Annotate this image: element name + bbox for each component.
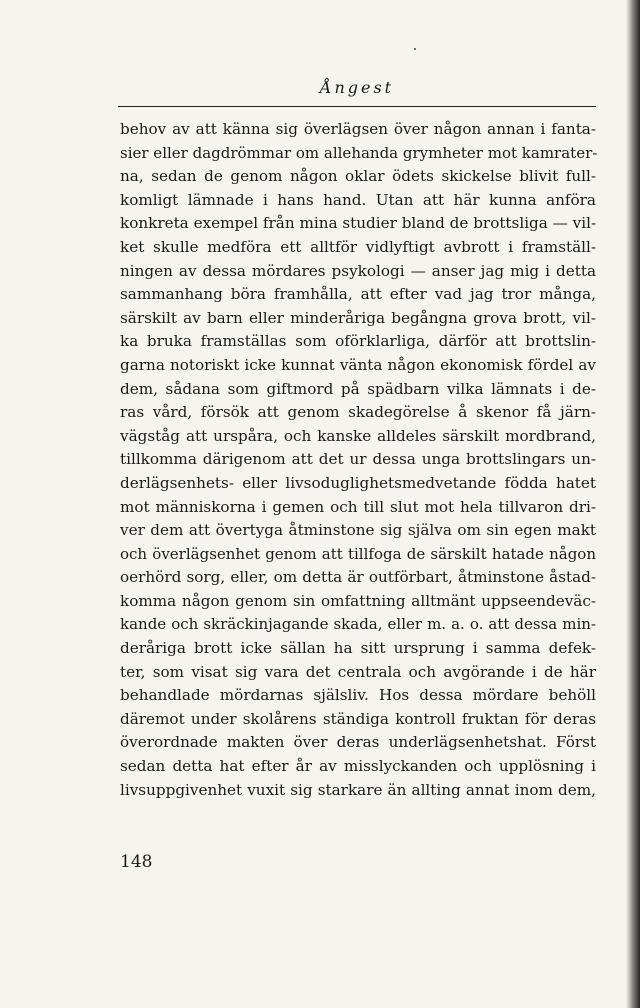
page-number: 148: [120, 852, 153, 872]
text-line: kande och skräckinjagande skada, eller m. a. o. att dessa min-: [120, 615, 596, 634]
text-line: överordnade makten över deras underlägsenhetshat. Först: [120, 733, 596, 752]
text-line: konkreta exempel från mina studier bland de brottsliga — vil-: [120, 214, 597, 233]
header-rule: [118, 106, 596, 107]
paper-speck: [414, 48, 416, 50]
text-line: sedan detta hat efter år av misslyckanden och upplösning i: [120, 757, 596, 776]
text-line: vägståg att urspåra, och kanske alldeles särskilt mordbrand,: [120, 426, 596, 445]
text-line: derlägsenhets- eller livsoduglighetsmedvetande födda hatet: [120, 473, 596, 492]
text-line: däremot under skolårens ständiga kontroll fruktan för deras: [120, 709, 596, 728]
text-line: garna notoriskt icke kunnat vänta någon ekonomisk fördel av: [120, 355, 596, 374]
text-line: tillkomma därigenom att det ur dessa unga brottslingars un-: [120, 450, 596, 469]
text-line: ras vård, försök att genom skadegörelse å skenor få järn-: [120, 403, 596, 422]
text-line: komligt lämnade i hans hand. Utan att här kunna anföra: [120, 190, 596, 209]
text-line: sammanhang böra framhålla, att efter vad jag tror många,: [120, 285, 596, 304]
text-line: och överlägsenhet genom att tillfoga de särskilt hatade någon: [120, 544, 596, 563]
text-line: deråriga brott icke sällan ha sitt ursprung i samma defek-: [120, 639, 596, 658]
text-line: särskilt av barn eller minderåriga begångna grova brott, vil-: [120, 308, 596, 327]
running-head: Ångest: [319, 78, 395, 97]
text-line: ter, som visat sig vara det centrala och avgörande i de här: [120, 662, 596, 681]
text-line: sier eller dagdrömmar om allehanda grymheter mot kamrater-: [120, 143, 598, 162]
binding-shadow: [626, 0, 640, 1008]
text-line: dem, sådana som giftmord på spädbarn vilka lämnats i de-: [120, 379, 596, 398]
text-line: behandlade mördarnas själsliv. Hos dessa mördare behöll: [120, 686, 596, 705]
text-line: behov av att känna sig överlägsen över någon annan i fanta-: [120, 120, 596, 138]
text-line: na, sedan de genom någon oklar ödets skickelse blivit full-: [120, 167, 596, 186]
body-text: [120, 118, 596, 802]
text-line: ka bruka framställas som oförklarliga, därför att brottslin-: [120, 332, 596, 351]
text-line: oerhörd sorg, eller, om detta är outförbart, åtminstone åstad-: [120, 568, 596, 587]
text-line: livsuppgivenhet vuxit sig starkare än allting annat inom dem,: [120, 780, 596, 799]
text-line: komma någon genom sin omfattning alltmänt uppseendeväc-: [120, 591, 596, 610]
text-line: ningen av dessa mördares psykologi — anser jag mig i detta: [120, 261, 596, 280]
text-line: ver dem att övertyga åtminstone sig själva om sin egen makt: [120, 521, 596, 540]
text-line: ket skulle medföra ett alltför vidlyftigt avbrott i framställ-: [120, 237, 596, 256]
text-line: mot människorna i gemen och till slut mot hela tillvaron dri-: [120, 497, 596, 516]
